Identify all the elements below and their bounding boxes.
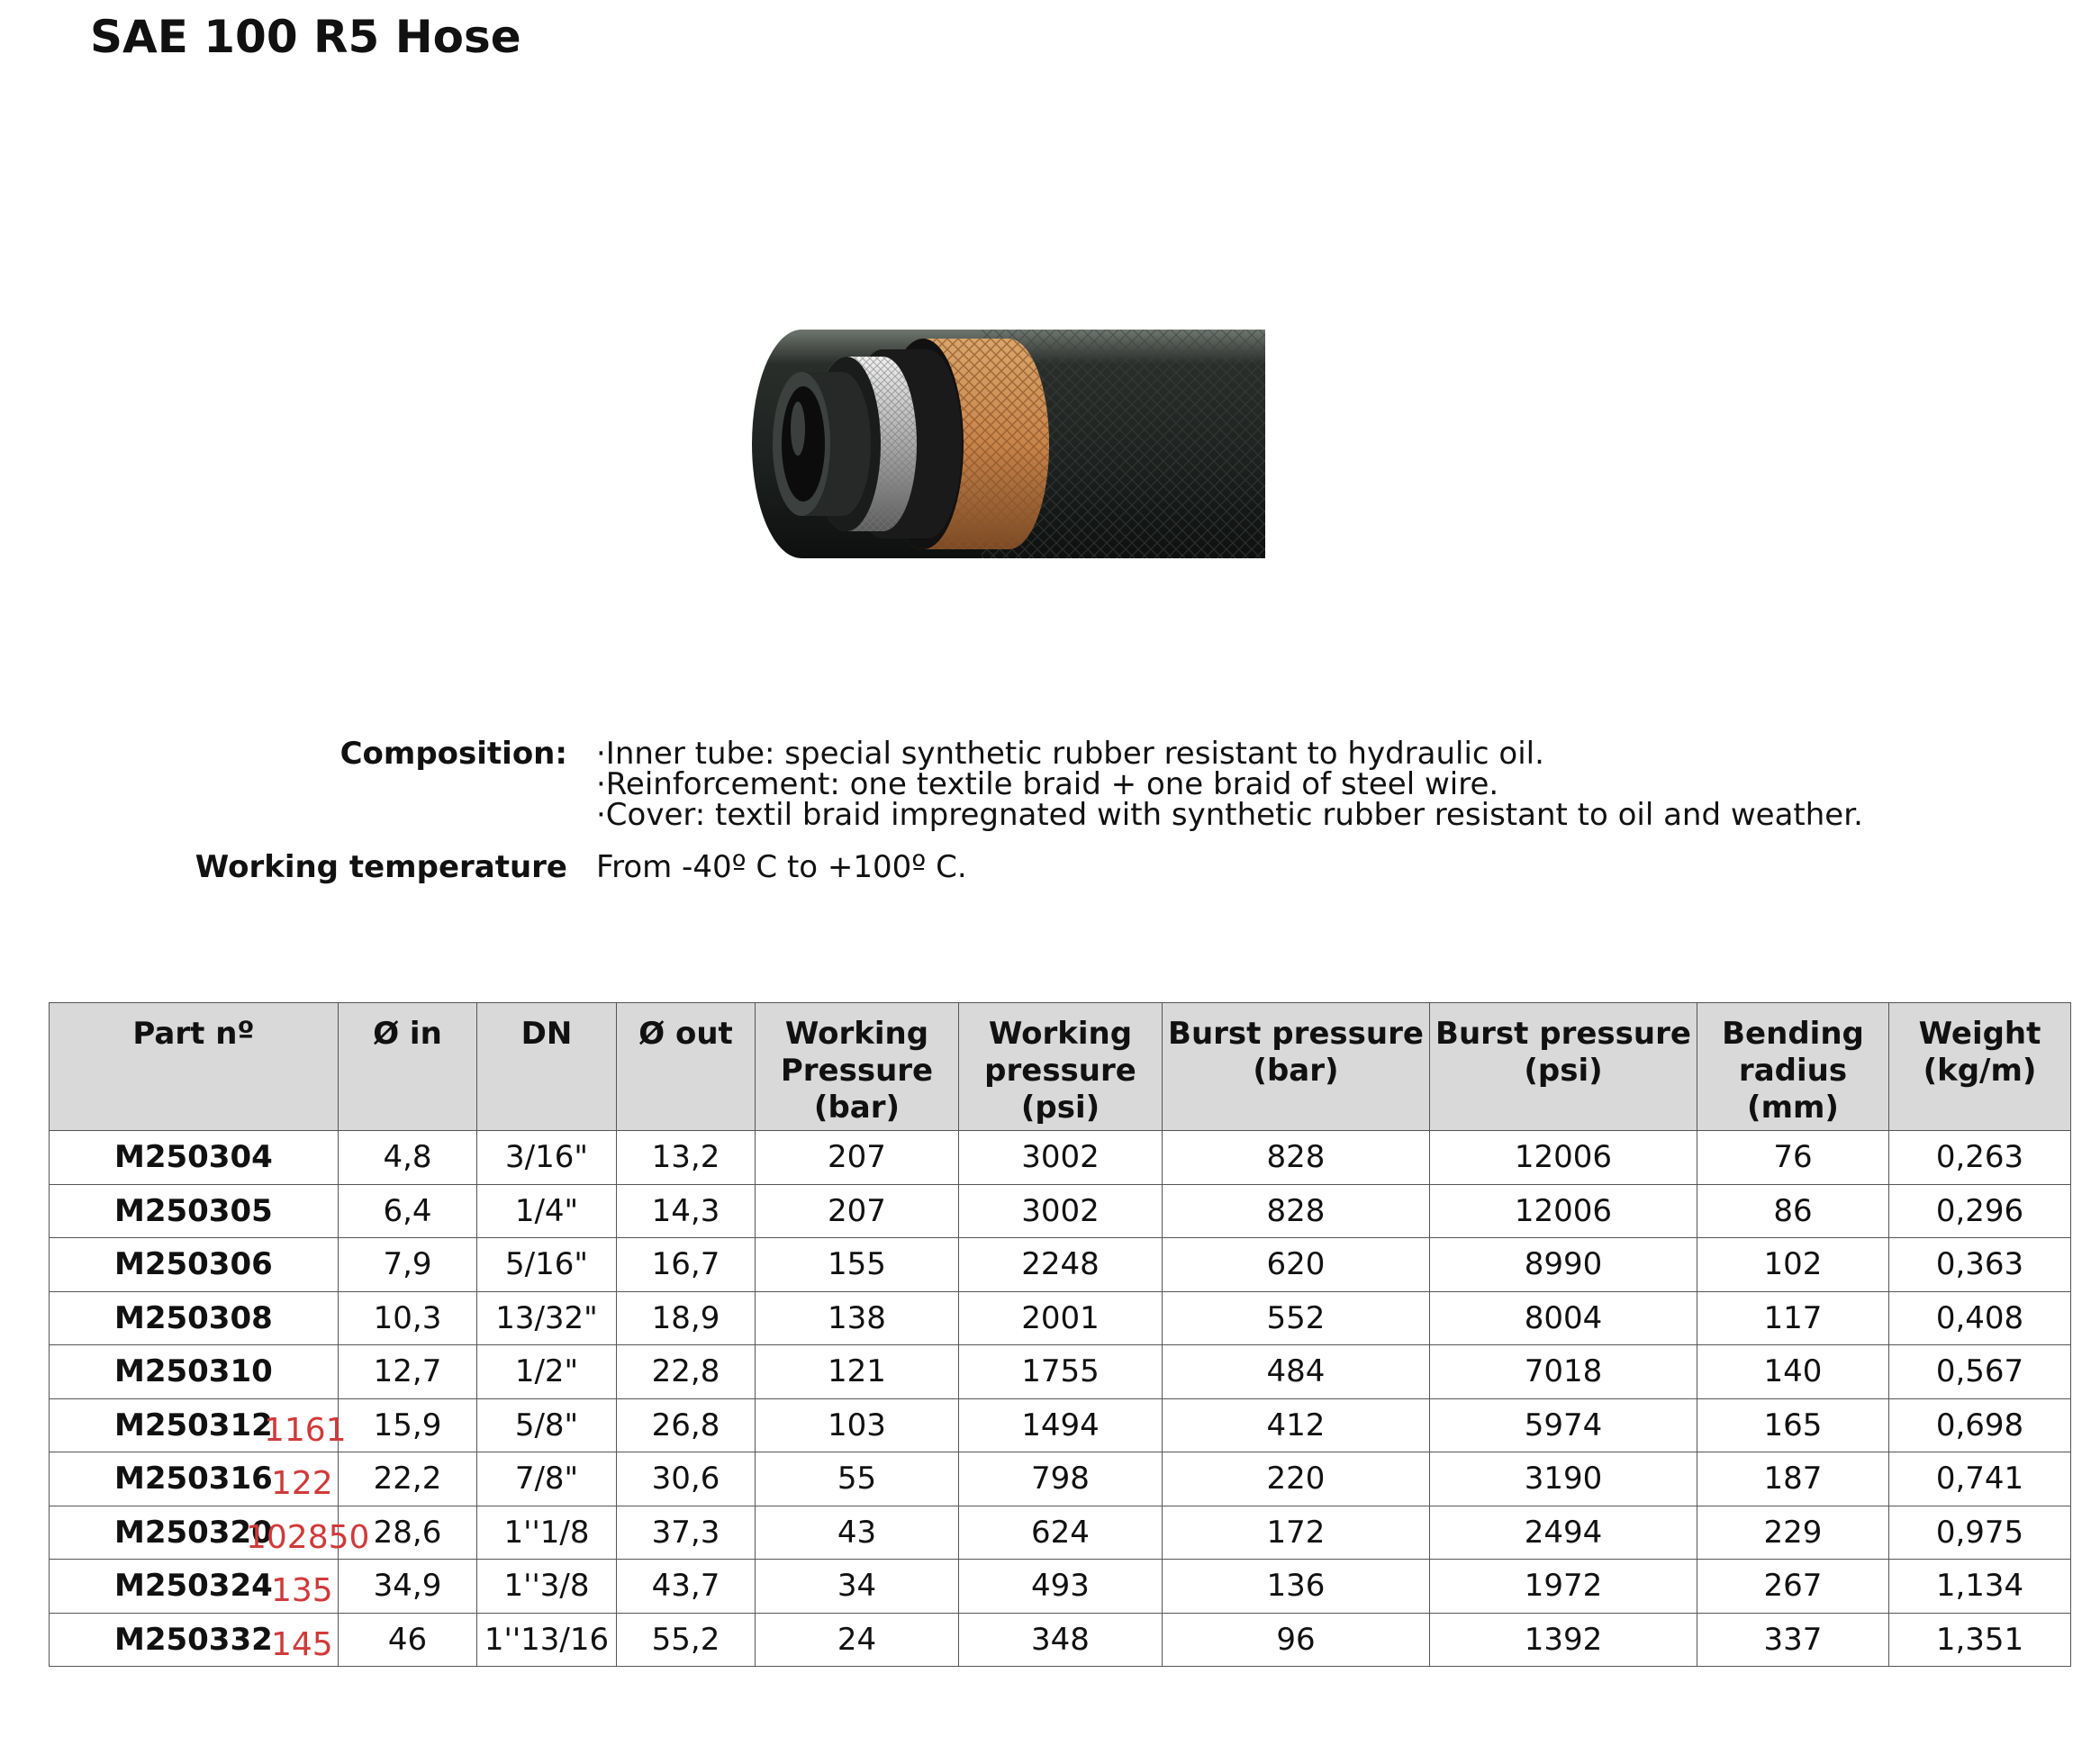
table-cell: 103 bbox=[756, 1398, 959, 1452]
table-cell: 1''3/8 bbox=[477, 1560, 617, 1614]
table-cell: 136 bbox=[1163, 1560, 1430, 1614]
table-cell: 76 bbox=[1697, 1131, 1889, 1185]
composition-label: Composition: bbox=[339, 736, 567, 772]
table-cell: 18,9 bbox=[617, 1291, 756, 1345]
table-cell: 30,6 bbox=[617, 1452, 756, 1506]
table-cell: 7018 bbox=[1430, 1345, 1697, 1399]
column-header: Ø in bbox=[339, 1003, 477, 1131]
part-number-cell bbox=[50, 1291, 339, 1345]
table-cell: 117 bbox=[1697, 1291, 1889, 1345]
table-cell: 37,3 bbox=[617, 1506, 756, 1560]
part-number: M250324 bbox=[114, 1568, 273, 1605]
table-cell: 172 bbox=[1163, 1506, 1430, 1560]
table-cell: 348 bbox=[959, 1613, 1163, 1667]
handwritten-note: 145 bbox=[271, 1625, 333, 1663]
table-cell: 13/32" bbox=[477, 1291, 617, 1345]
table-cell: 34 bbox=[756, 1560, 959, 1614]
table-row bbox=[50, 1184, 2071, 1238]
table-cell: 412 bbox=[1163, 1398, 1430, 1452]
table-cell: 0,975 bbox=[1889, 1506, 2071, 1560]
table-cell: 138 bbox=[756, 1291, 959, 1345]
part-number-cell bbox=[50, 1452, 339, 1506]
table-cell: 14,3 bbox=[617, 1184, 756, 1238]
table-row bbox=[50, 1345, 2071, 1399]
table-cell: 0,567 bbox=[1889, 1345, 2071, 1399]
column-header: Working pressure (psi) bbox=[959, 1003, 1163, 1131]
column-header: Bending radius (mm) bbox=[1697, 1003, 1889, 1131]
column-header: Burst pressure (bar) bbox=[1163, 1003, 1430, 1131]
table-cell: 1755 bbox=[959, 1345, 1163, 1399]
table-cell: 798 bbox=[959, 1452, 1163, 1506]
table-cell: 207 bbox=[756, 1184, 959, 1238]
part-number: M250312 bbox=[114, 1407, 273, 1443]
table-cell: 165 bbox=[1697, 1398, 1889, 1452]
composition-lines bbox=[596, 736, 1863, 833]
table-cell: 220 bbox=[1163, 1452, 1430, 1506]
table-row bbox=[50, 1291, 2071, 1345]
table-cell: 4,8 bbox=[339, 1131, 477, 1185]
table-cell: 1392 bbox=[1430, 1613, 1697, 1667]
column-header: Ø out bbox=[617, 1003, 756, 1131]
table-cell: 12006 bbox=[1430, 1184, 1697, 1238]
table-cell: 1972 bbox=[1430, 1560, 1697, 1614]
table-cell: 0,363 bbox=[1889, 1238, 2071, 1292]
table-row bbox=[50, 1398, 2071, 1452]
table-cell: 828 bbox=[1163, 1184, 1430, 1238]
hose-image bbox=[747, 322, 1270, 565]
table-cell: 484 bbox=[1163, 1345, 1430, 1399]
handwritten-note: 122 bbox=[271, 1465, 333, 1502]
table-row bbox=[50, 1506, 2071, 1560]
table-cell: 102 bbox=[1697, 1238, 1889, 1292]
table-cell: 7/8" bbox=[477, 1452, 617, 1506]
table-cell: 229 bbox=[1697, 1506, 1889, 1560]
handwritten-note: 102850 bbox=[246, 1518, 370, 1556]
table-cell: 1''13/16 bbox=[477, 1613, 617, 1667]
handwritten-note: 135 bbox=[271, 1572, 333, 1609]
table-cell: 5/8" bbox=[477, 1398, 617, 1452]
part-number-cell bbox=[50, 1560, 339, 1614]
table-cell: 3002 bbox=[959, 1184, 1163, 1238]
temperature-label: Working temperature bbox=[195, 849, 567, 885]
table-row bbox=[50, 1560, 2071, 1614]
composition-line: ·Cover: textil braid impregnated with synthetic rubber resistant to oil and weather. bbox=[596, 797, 1863, 833]
table-row bbox=[50, 1238, 2071, 1292]
part-number-cell bbox=[50, 1398, 347, 1452]
table-cell: 1,134 bbox=[1889, 1560, 2071, 1614]
table-cell: 121 bbox=[756, 1345, 959, 1399]
column-header: Weight (kg/m) bbox=[1889, 1003, 2071, 1131]
table-cell: 55 bbox=[756, 1452, 959, 1506]
table-cell: 26,8 bbox=[617, 1398, 756, 1452]
table-cell: 0,741 bbox=[1889, 1452, 2071, 1506]
column-header: Working Pressure (bar) bbox=[756, 1003, 959, 1131]
table-cell: 1/2" bbox=[477, 1345, 617, 1399]
part-number: M250306 bbox=[114, 1246, 273, 1283]
composition-line: ·Reinforcement: one textile braid + one braid of steel wire. bbox=[596, 766, 1499, 802]
table-cell: 46 bbox=[339, 1613, 477, 1667]
table-cell: 3190 bbox=[1430, 1452, 1697, 1506]
part-number: M250305 bbox=[114, 1192, 273, 1229]
table-cell: 8004 bbox=[1430, 1291, 1697, 1345]
table-cell: 34,9 bbox=[339, 1560, 477, 1614]
table-cell: 22,2 bbox=[339, 1452, 477, 1506]
column-header: Part nº bbox=[50, 1003, 339, 1131]
part-number: M250310 bbox=[114, 1353, 273, 1390]
column-header: DN bbox=[477, 1003, 617, 1131]
table-cell: 0,698 bbox=[1889, 1398, 2071, 1452]
table-cell: 13,2 bbox=[617, 1131, 756, 1185]
page-title: SAE 100 R5 Hose bbox=[90, 11, 521, 63]
table-cell: 1494 bbox=[959, 1398, 1163, 1452]
table-cell: 493 bbox=[959, 1560, 1163, 1614]
table-row bbox=[50, 1131, 2071, 1185]
table-cell: 12,7 bbox=[339, 1345, 477, 1399]
part-number-cell bbox=[50, 1345, 339, 1399]
table-cell: 187 bbox=[1697, 1452, 1889, 1506]
table-row bbox=[50, 1452, 2071, 1506]
table-row bbox=[50, 1613, 2071, 1667]
table-cell: 1''1/8 bbox=[477, 1506, 617, 1560]
part-number-cell bbox=[50, 1184, 339, 1238]
table-cell: 267 bbox=[1697, 1560, 1889, 1614]
table-cell: 0,408 bbox=[1889, 1291, 2071, 1345]
table-cell: 155 bbox=[756, 1238, 959, 1292]
table-cell: 96 bbox=[1163, 1613, 1430, 1667]
table-cell: 620 bbox=[1163, 1238, 1430, 1292]
part-number-cell bbox=[50, 1613, 339, 1667]
table-cell: 12006 bbox=[1430, 1131, 1697, 1185]
table-cell: 2494 bbox=[1430, 1506, 1697, 1560]
spec-table bbox=[49, 1002, 2071, 1667]
part-number: M250308 bbox=[114, 1299, 273, 1336]
part-number-cell bbox=[50, 1131, 339, 1185]
table-cell: 5974 bbox=[1430, 1398, 1697, 1452]
table-cell: 2248 bbox=[959, 1238, 1163, 1292]
table-cell: 1/4" bbox=[477, 1184, 617, 1238]
part-number: M250304 bbox=[114, 1139, 273, 1176]
table-cell: 207 bbox=[756, 1131, 959, 1185]
table-cell: 0,296 bbox=[1889, 1184, 2071, 1238]
part-number-cell bbox=[50, 1506, 370, 1560]
table-cell: 0,263 bbox=[1889, 1131, 2071, 1185]
table-cell: 22,8 bbox=[617, 1345, 756, 1399]
column-header: Burst pressure (psi) bbox=[1430, 1003, 1697, 1131]
table-cell: 3002 bbox=[959, 1131, 1163, 1185]
table-cell: 624 bbox=[959, 1506, 1163, 1560]
handwritten-note: 1161 bbox=[264, 1411, 347, 1449]
table-cell: 6,4 bbox=[339, 1184, 477, 1238]
table-cell: 5/16" bbox=[477, 1238, 617, 1292]
table-cell: 55,2 bbox=[617, 1613, 756, 1667]
table-cell: 3/16" bbox=[477, 1131, 617, 1185]
table-cell: 28,6 bbox=[339, 1506, 477, 1560]
table-cell: 24 bbox=[756, 1613, 959, 1667]
table-cell: 1,351 bbox=[1889, 1613, 2071, 1667]
composition-line: ·Inner tube: special synthetic rubber resistant to hydraulic oil. bbox=[596, 736, 1544, 772]
temperature-value: From -40º C to +100º C. bbox=[596, 849, 967, 885]
table-header-row bbox=[50, 1003, 2071, 1131]
table-cell: 337 bbox=[1697, 1613, 1889, 1667]
table-cell: 8990 bbox=[1430, 1238, 1697, 1292]
table-cell: 43,7 bbox=[617, 1560, 756, 1614]
table-cell: 15,9 bbox=[339, 1398, 477, 1452]
part-number-cell bbox=[50, 1238, 339, 1292]
table-cell: 140 bbox=[1697, 1345, 1889, 1399]
table-cell: 7,9 bbox=[339, 1238, 477, 1292]
table-cell: 552 bbox=[1163, 1291, 1430, 1345]
table-cell: 2001 bbox=[959, 1291, 1163, 1345]
part-number: M250320 bbox=[114, 1514, 273, 1551]
table-cell: 10,3 bbox=[339, 1291, 477, 1345]
table-cell: 828 bbox=[1163, 1131, 1430, 1185]
part-number: M250316 bbox=[114, 1461, 273, 1497]
part-number: M250332 bbox=[114, 1621, 273, 1658]
table-cell: 86 bbox=[1697, 1184, 1889, 1238]
table-cell: 43 bbox=[756, 1506, 959, 1560]
table-cell: 16,7 bbox=[617, 1238, 756, 1292]
